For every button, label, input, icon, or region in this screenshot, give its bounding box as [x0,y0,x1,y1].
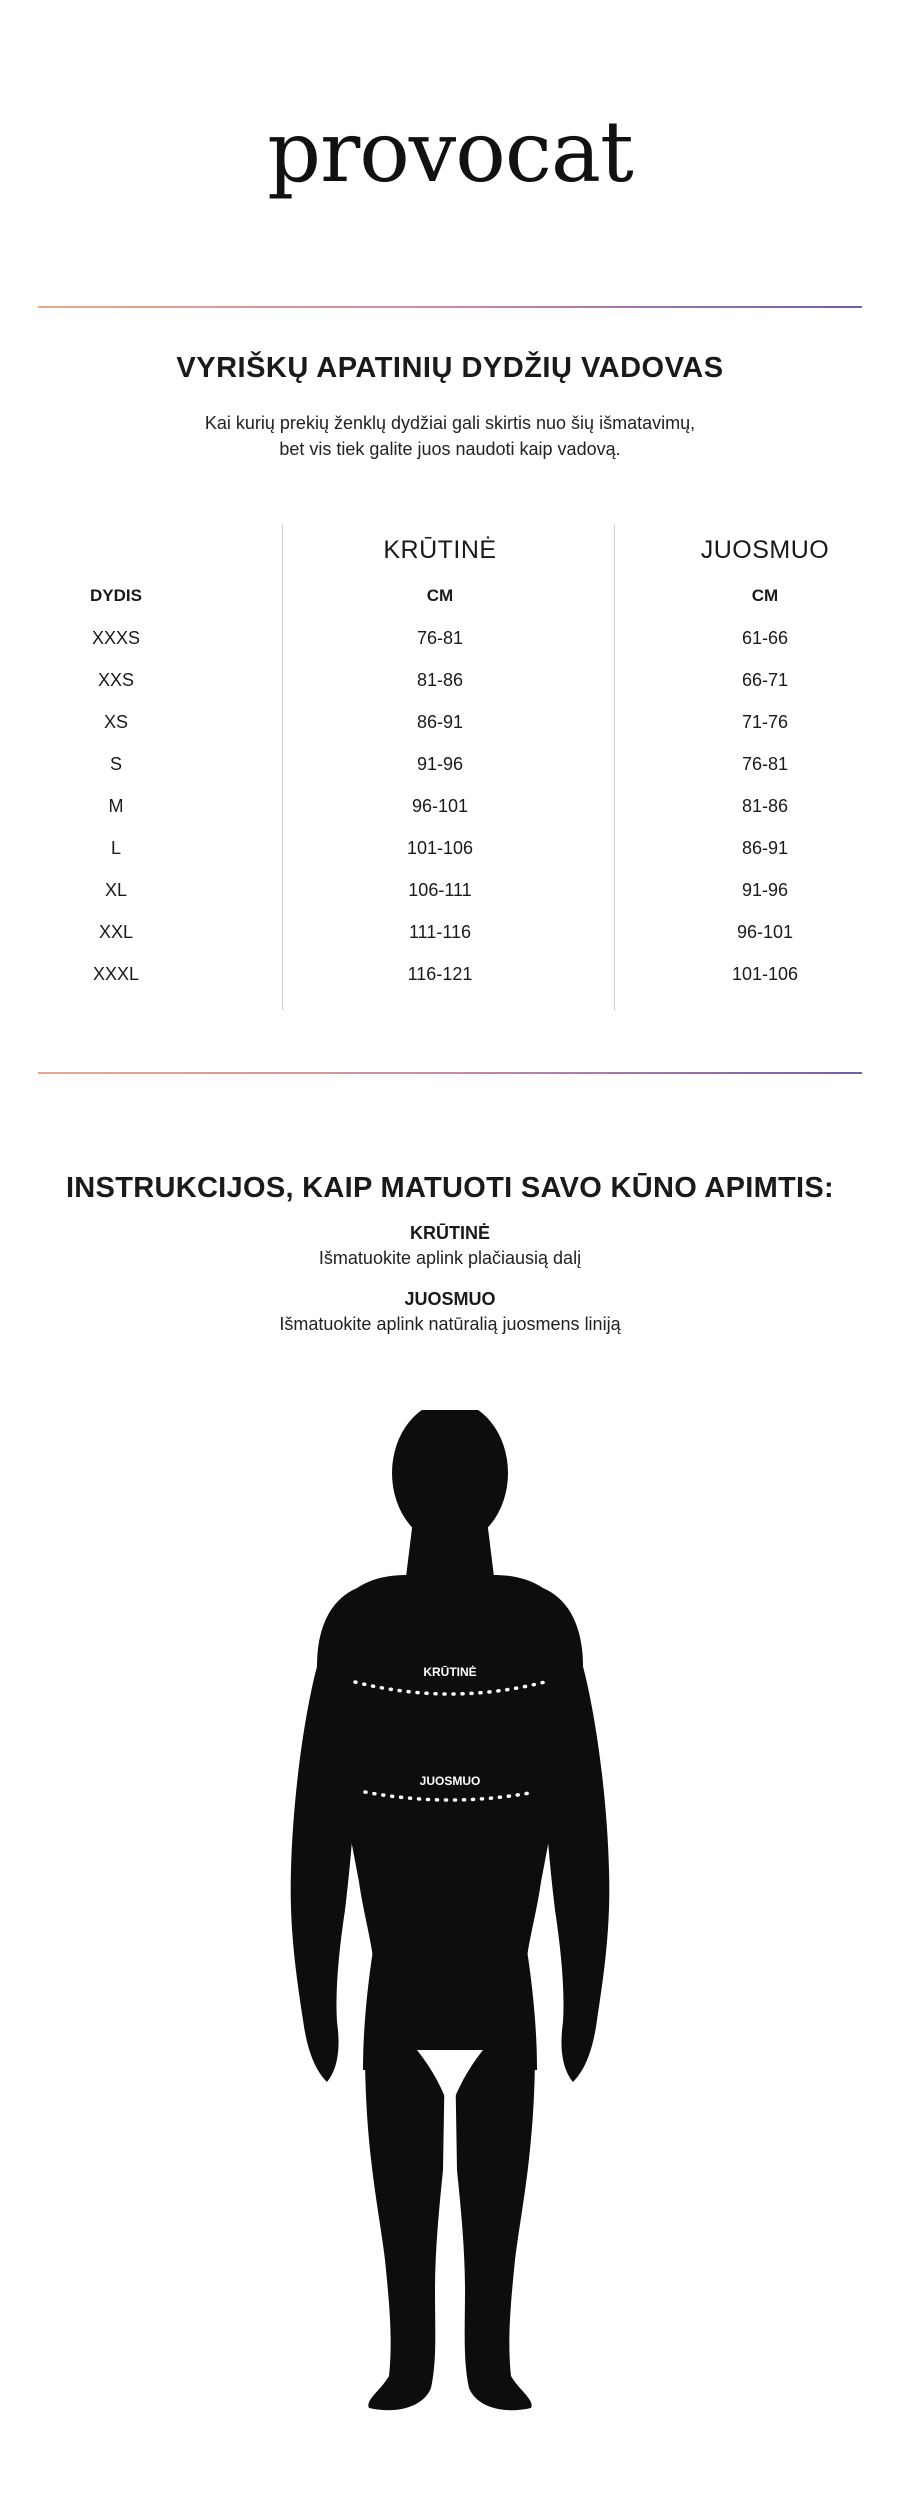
page-subtitle [0,410,900,462]
size-cell: XXXS [91,628,141,648]
size-cell: M [108,796,124,816]
waist-cell: 86-91 [741,838,789,858]
subtitle-line: Kai kurių prekių ženklų dydžiai gali skirtis nuo šių išmatavimų, [204,413,696,433]
size-cell: XXS [97,670,135,690]
chest-cell: 81-86 [416,670,464,690]
chest-cell: 96-101 [411,796,469,816]
column-header-chest: KRŪTINĖ [383,536,497,564]
instruction-text-waist: Išmatuokite aplink natūralią juosmens liniją [279,1314,621,1334]
chest-cell: 111-116 [408,922,472,942]
gradient-divider [38,306,862,308]
column-unit-chest: CM [426,586,454,605]
subtitle-line: bet vis tiek galite juos naudoti kaip vadovą. [279,439,621,459]
chest-cell: 91-96 [416,754,464,774]
figure-waist-label: JUOSMUO [419,1774,481,1788]
size-cell: L [110,838,121,858]
waist-cell: 101-106 [731,964,799,984]
waist-cell: 76-81 [741,754,789,774]
size-cell: XXL [98,922,134,942]
gradient-divider [38,1072,862,1074]
male-body-silhouette-icon [285,1410,615,2420]
instructions-title: INSTRUKCIJOS, KAIP MATUOTI SAVO KŪNO APIMTIS: [65,1172,835,1204]
waist-cell: 91-96 [741,880,789,900]
waist-cell: 96-101 [736,922,794,942]
waist-cell: 66-71 [741,670,789,690]
chest-cell: 76-81 [416,628,464,648]
waist-cell: 81-86 [741,796,789,816]
size-cell: XXXL [92,964,140,984]
column-unit-waist: CM [751,586,779,605]
chest-cell: 86-91 [416,712,464,732]
chest-cell: 106-111 [408,880,472,900]
chest-cell: 101-106 [406,838,474,858]
waist-cell: 71-76 [741,712,789,732]
figure-chest-label: KRŪTINĖ [423,1665,477,1679]
column-header-size: DYDIS [90,586,142,605]
size-cell: S [109,754,122,774]
waist-cell: 61-66 [741,628,789,648]
instruction-label-waist: JUOSMUO [404,1289,496,1309]
instruction-label-chest: KRŪTINĖ [410,1223,490,1243]
page-title: VYRIŠKŲ APATINIŲ DYDŽIŲ VADOVAS [176,352,724,384]
instruction-text-chest: Išmatuokite aplink plačiausią dalį [318,1248,582,1268]
column-header-waist: JUOSMUO [700,536,830,564]
chest-cell: 116-121 [407,964,473,984]
size-cell: XL [104,880,128,900]
size-cell: XS [103,712,128,732]
brand-logo[interactable]: provocat [267,103,633,201]
